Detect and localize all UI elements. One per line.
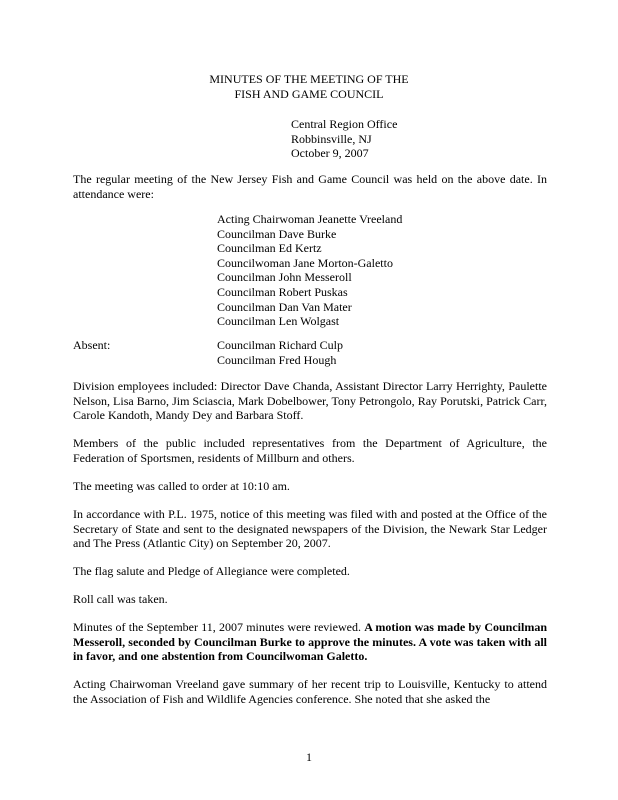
- attendee-item: Councilman Len Wolgast: [217, 314, 340, 329]
- meeting-date: October 9, 2007: [291, 146, 369, 161]
- call-to-order-paragraph: The meeting was called to order at 10:10 am.: [73, 479, 290, 493]
- location-office: Central Region Office: [291, 117, 398, 131]
- page-number: 1: [306, 750, 312, 764]
- division-employees-paragraph: Division employees included: Director Dave Chanda, Assistant Director Larry Herrighty, Paulette Nelson, Lisa Barno, Jim Sciascia, Mark Dobelbower, Tony Petrongolo, Ray Porutski, Patrick Carr, Carole Kandoth, Mandy Dey and Barbara Stoff.: [73, 379, 547, 423]
- flag-salute-paragraph: The flag salute and Pledge of Allegiance were completed.: [73, 564, 350, 578]
- document-title: [0, 72, 618, 102]
- attendee-list: [217, 212, 402, 329]
- absent-list: [217, 338, 343, 367]
- location-city: Robbinsville, NJ: [291, 131, 372, 146]
- absent-item: Councilman Fred Hough: [217, 352, 337, 367]
- minutes-paragraph: [73, 620, 547, 664]
- attendee-item: Councilman Dave Burke: [217, 226, 337, 241]
- motion-text: A motion was made by Councilman Messeroll, seconded by Councilman Burke to approve the minutes. A vote was taken with all in favor, and one abstention from Councilwoman Galetto.: [73, 620, 548, 664]
- attendee-item: Acting Chairwoman Jeanette Vreeland: [217, 212, 403, 226]
- vreeland-summary-paragraph: Acting Chairwoman Vreeland gave summary of her recent trip to Louisville, Kentucky to attend the Association of Fish and Wildlife Agencies conference. She noted that she asked the: [73, 677, 547, 706]
- title-line-2: FISH AND GAME COUNCIL: [234, 87, 384, 101]
- attendee-item: Councilman John Messeroll: [217, 270, 352, 285]
- absent-item: Councilman Richard Culp: [217, 338, 343, 352]
- notice-paragraph: In accordance with P.L. 1975, notice of this meeting was filed with and posted at the Office of the Secretary of State and sent to the designated newspapers of the Division, the Newark Star Ledger and The Press (Atlantic City) on September 20, 2007.: [73, 507, 547, 551]
- minutes-text: Minutes of the September 11, 2007 minutes were reviewed.: [73, 620, 365, 634]
- attendee-item: Councilman Dan Van Mater: [217, 299, 352, 314]
- attendee-item: Councilman Robert Puskas: [217, 284, 348, 299]
- public-paragraph: Members of the public included representatives from the Department of Agriculture, the Federation of Sportsmen, residents of Millburn and others.: [73, 436, 547, 465]
- attendee-item: Councilwoman Jane Morton-Galetto: [217, 255, 393, 270]
- attendee-item: Councilman Ed Kertz: [217, 241, 322, 256]
- title-line-1: MINUTES OF THE MEETING OF THE: [209, 72, 409, 86]
- intro-paragraph: The regular meeting of the New Jersey Fish and Game Council was held on the above date. In attendance were:: [73, 172, 547, 201]
- meeting-location: [291, 117, 397, 161]
- roll-call-paragraph: Roll call was taken.: [73, 592, 168, 606]
- absent-label: Absent:: [73, 338, 111, 352]
